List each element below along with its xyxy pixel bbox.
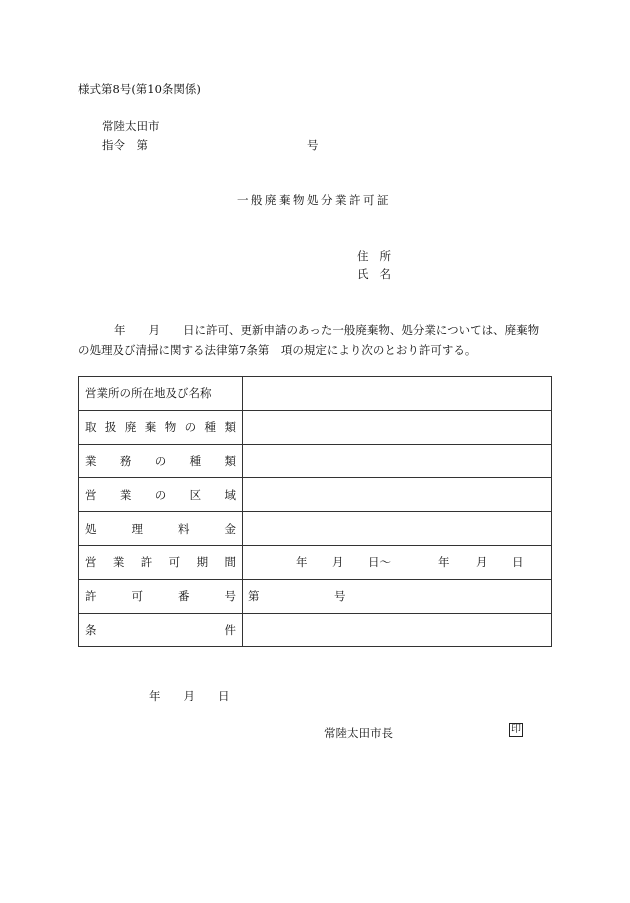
business-type-label xyxy=(79,444,243,478)
table-row xyxy=(79,377,552,411)
table-row xyxy=(79,444,552,478)
label-char: 番 xyxy=(178,589,190,604)
permit-statement xyxy=(78,320,558,360)
period-day-end: 日 xyxy=(512,555,524,570)
permit-table xyxy=(78,376,552,647)
label-char: 種 xyxy=(204,420,217,435)
business-area-label xyxy=(79,478,243,512)
label-char: 処 xyxy=(85,521,97,536)
conditions-value xyxy=(243,613,552,647)
name-label: 氏名 xyxy=(357,267,402,281)
label-char: 許 xyxy=(140,555,153,570)
permit-period-label xyxy=(79,545,243,579)
table-row xyxy=(79,579,552,613)
period-day-start: 日～ xyxy=(368,555,391,570)
label-text xyxy=(85,453,236,469)
seal-stamp: 印 xyxy=(511,724,521,735)
label-char: 間 xyxy=(224,555,236,570)
statement-line-2: の処理及び清掃に関する法律第7条第 項の規定により次のとおり許可する。 xyxy=(78,343,477,357)
label-char: 営 xyxy=(85,487,97,502)
order-prefix: 指令 第 xyxy=(102,138,148,152)
permit-number-label xyxy=(79,579,243,613)
label-char: 種 xyxy=(189,453,202,468)
label-char: 棄 xyxy=(144,420,157,435)
address-label: 住所 xyxy=(357,249,402,263)
period-month-start: 月 xyxy=(332,555,344,570)
period-year-end: 年 xyxy=(438,555,450,570)
label-char: の xyxy=(184,420,197,435)
label-char: 料 xyxy=(178,521,190,536)
label-char: 業 xyxy=(112,555,125,570)
table-row xyxy=(79,545,552,579)
label-char: 取 xyxy=(85,420,97,435)
label-char: 件 xyxy=(224,622,236,637)
label-char: 許 xyxy=(85,589,97,604)
mayor-title: 常陸太田市長 xyxy=(324,726,393,740)
order-suffix: 号 xyxy=(307,138,319,152)
label-char: 可 xyxy=(168,555,181,570)
label-text xyxy=(85,521,236,537)
office-location-label: 営業所の所在地及び名称 xyxy=(79,377,243,411)
label-char: 類 xyxy=(224,453,236,468)
label-char: の xyxy=(154,487,167,502)
table-row xyxy=(79,613,552,647)
permit-number-suffix: 号 xyxy=(334,589,346,604)
conditions-label xyxy=(79,613,243,647)
processing-fee-value xyxy=(243,512,552,546)
waste-type-value xyxy=(243,410,552,444)
label-char: 務 xyxy=(119,453,132,468)
period-year-start: 年 xyxy=(296,555,308,570)
label-text xyxy=(85,622,236,638)
issuer-city: 常陸太田市 xyxy=(102,119,160,133)
table-row xyxy=(79,410,552,444)
label-char: 域 xyxy=(224,487,236,502)
label-char: 扱 xyxy=(104,420,117,435)
period-month-end: 月 xyxy=(476,555,488,570)
label-char: 営 xyxy=(85,555,97,570)
label-text xyxy=(85,554,236,570)
permit-number-value xyxy=(243,579,552,613)
business-area-value xyxy=(243,478,552,512)
document-title: 一般廃棄物処分業許可証 xyxy=(237,193,391,207)
permit-number-prefix: 第 xyxy=(248,589,260,604)
business-type-value xyxy=(243,444,552,478)
label-char: 号 xyxy=(224,589,236,604)
label-text xyxy=(85,419,236,435)
label-char: 条 xyxy=(85,622,97,637)
label-text xyxy=(85,487,236,503)
label-char: の xyxy=(154,453,167,468)
label-char: 金 xyxy=(224,521,236,536)
label-char: 物 xyxy=(164,420,177,435)
table-row xyxy=(79,478,552,512)
label-char: 可 xyxy=(131,589,143,604)
order-number-line xyxy=(102,137,319,153)
label-char: 期 xyxy=(196,555,209,570)
processing-fee-label xyxy=(79,512,243,546)
label-char: 区 xyxy=(189,487,202,502)
issue-date: 年 月 日 xyxy=(149,689,230,703)
statement-line-1: 年 月 日に許可、更新申請のあった一般廃棄物、処分業については、廃棄物 xyxy=(114,323,540,337)
label-char: 業 xyxy=(85,453,97,468)
office-location-value xyxy=(243,377,552,411)
label-char: 類 xyxy=(224,420,236,435)
form-label: 様式第8号(第10条関係) xyxy=(78,82,201,96)
label-char: 業 xyxy=(119,487,132,502)
permit-period-value xyxy=(243,545,552,579)
label-char: 廃 xyxy=(124,420,137,435)
label-char: 理 xyxy=(131,521,143,536)
table-row xyxy=(79,512,552,546)
label-text xyxy=(85,588,236,604)
waste-type-label xyxy=(79,410,243,444)
